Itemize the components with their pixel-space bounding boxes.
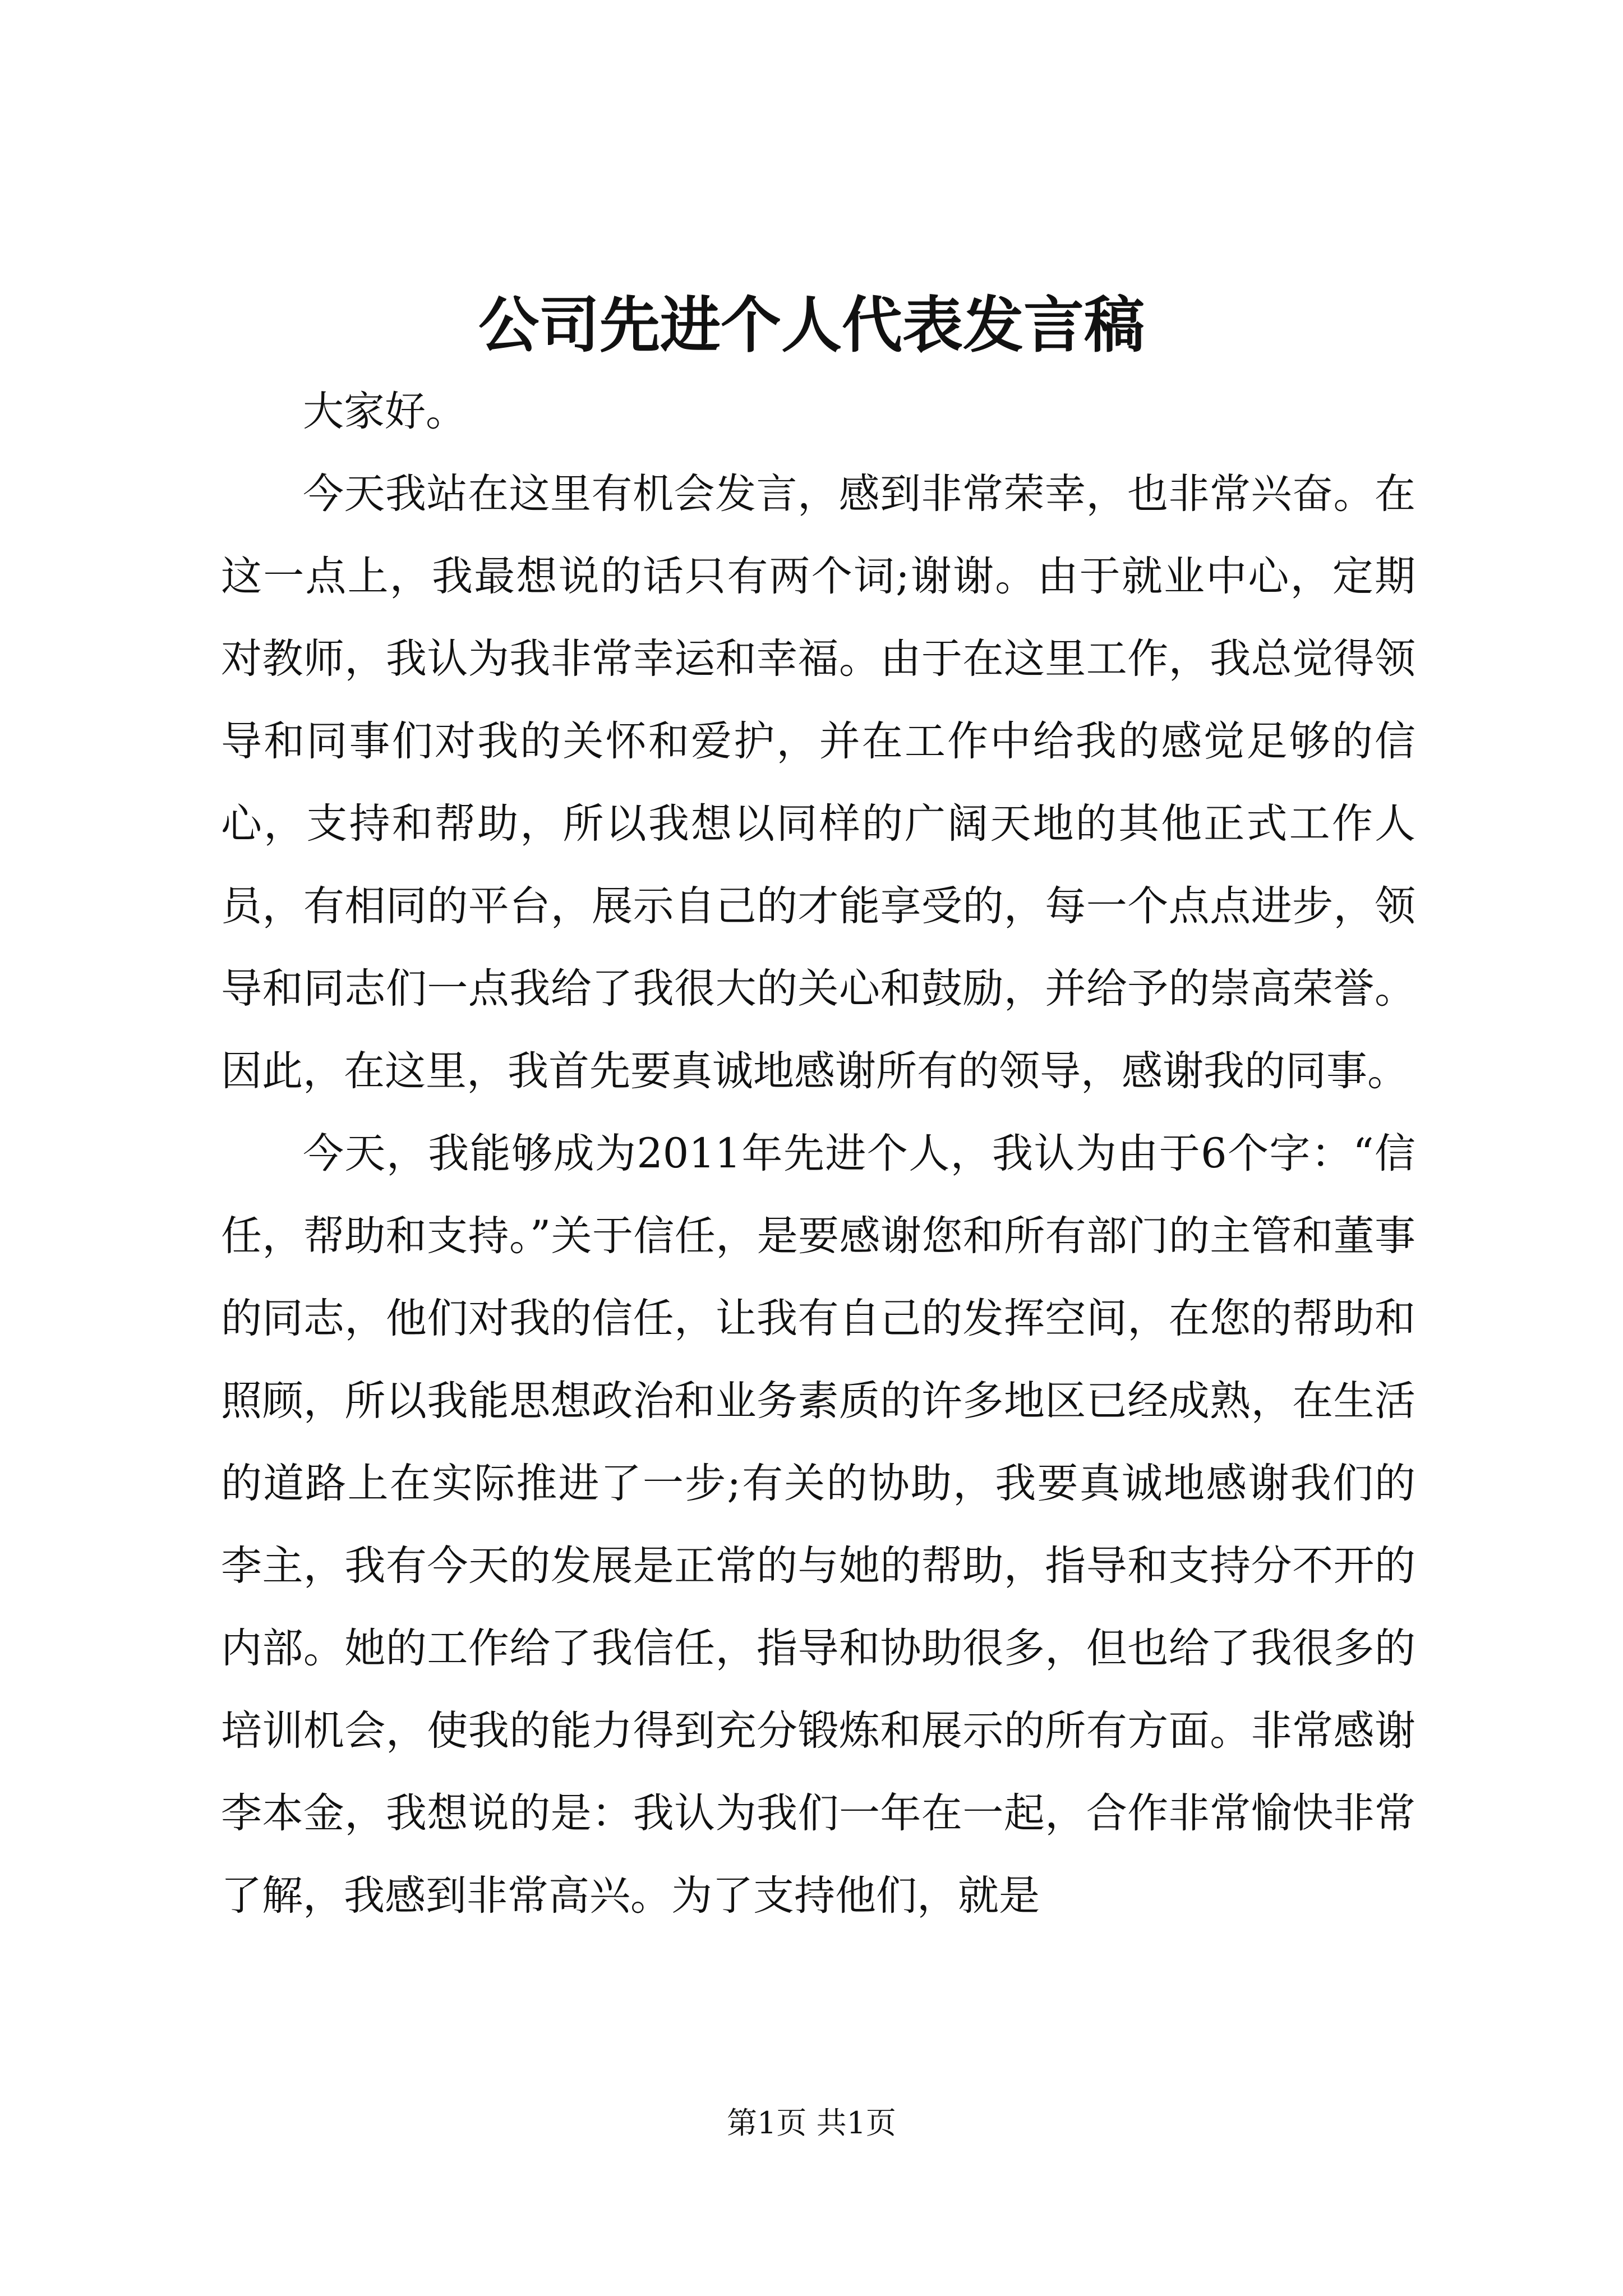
paragraph-trust-help-support: 今天，我能够成为2011年先进个人，我认为由于6个字：“信任，帮助和支持。”关于信任，是要感谢您和所有部门的主管和董事的同志，他们对我的信任，让我有自己的发挥空间，在您的帮助和照顾，所以我能思想政治和业务素质的许多地区已经成熟，在生活的道路上在实际推进了一步;有关的协助，我要真诚地感谢我们的李主，我有今天的发展是正常的与她的帮助，指导和支持分不开的内部。她的工作给了我信任，指导和协助很多，但也给了我很多的培训机会，使我的能力得到充分锻炼和展示的所有方面。非常感谢李本金，我想说的是：我认为我们一年在一起，合作非常愉快非常了解，我感到非常高兴。为了支持他们，就是: [221, 1130, 1415, 1920]
document-body: [221, 370, 1415, 1937]
page-footer: 第1页 共1页: [727, 2105, 896, 2141]
paragraph-greeting: 大家好。: [303, 388, 467, 435]
paragraph-thanks: 今天我站在这里有机会发言，感到非常荣幸，也非常兴奋。在这一点上，我最想说的话只有两个词;谢谢。由于就业中心，定期对教师，我认为我非常幸运和幸福。由于在这里工作，我总觉得领导和同事们对我的关怀和爱护，并在工作中给我的感觉足够的信心，支持和帮助，所以我想以同样的广阔天地的其他正式工作人员，有相同的平台，展示自己的才能享受的，每一个点点进步，领导和同志们一点我给了我很大的关心和鼓励，并给予的崇高荣誉。因此，在这里，我首先要真诚地感谢所有的领导，感谢我的同事。: [221, 470, 1415, 1095]
document-title: 公司先进个人代表发言稿: [478, 290, 1145, 361]
